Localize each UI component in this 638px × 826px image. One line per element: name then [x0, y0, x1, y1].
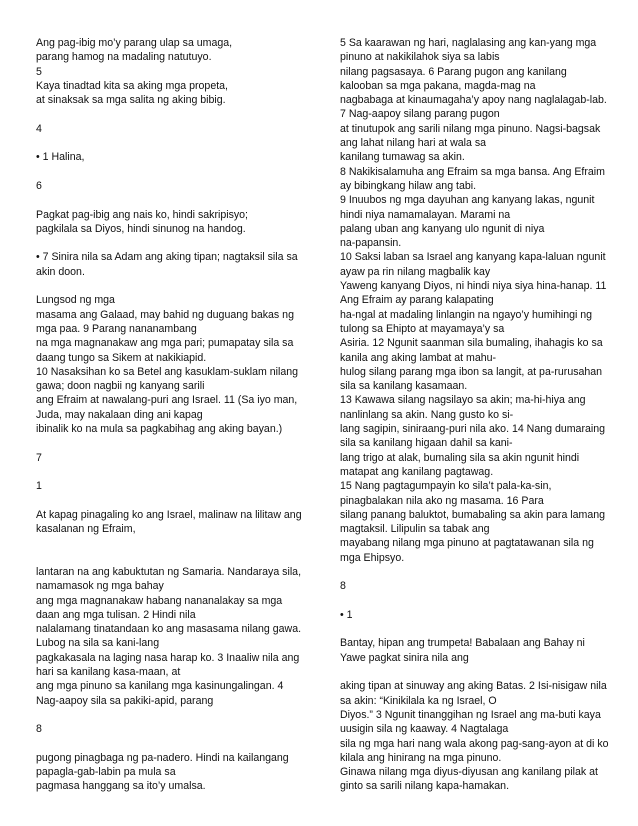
text-line: magtaksil. Lilipulin sa tabak ang	[340, 523, 490, 536]
text-line: pugong pinagbaga ng pa-nadero. Hindi na kailangang	[36, 751, 289, 764]
text-line: 4	[36, 122, 42, 135]
text-line: At kapag pinagaling ko ang Israel, malinaw na lilitaw ang	[36, 508, 302, 521]
text-line	[340, 594, 615, 608]
right-text-column	[340, 36, 615, 794]
text-line: 13 Kawawa silang nagsilayo sa akin; ma-hi-hiya ang	[340, 394, 586, 407]
text-line: at tinutupok ang sarili nilang mga pinuno. Nagsi-bagsak	[340, 122, 601, 135]
text-line	[36, 136, 306, 150]
text-line: 5	[36, 65, 42, 78]
text-line: ibinalik ko na mula sa pagkabihag ang aking bayan.)	[36, 423, 283, 436]
text-line: pagkakasala na laging nasa harap ko. 3 Inaaliw nila ang	[36, 651, 300, 664]
text-line: Juda, may nakalaan ding ani kapag	[36, 408, 203, 421]
text-line: masama ang Galaad, may bahid ng duguang bakas ng	[36, 308, 294, 321]
text-line	[36, 436, 306, 450]
text-line	[36, 708, 306, 722]
text-line: sila ng mga hari nang wala akong pag-sang-ayon at di ko	[340, 737, 609, 750]
text-line: kanila ang aking lambat at mahu-	[340, 351, 497, 364]
text-line: ha-ngal at madaling linlangin na ngayo’y humihingi ng	[340, 308, 593, 321]
text-line: nanlinlang sa akin. Nang gusto ko si-	[340, 408, 514, 421]
text-line	[340, 565, 615, 579]
text-line: palang uban ang kanyang ulo ngunit di niya	[340, 222, 545, 235]
text-line: Kaya tinadtad kita sa aking mga propeta,	[36, 79, 228, 92]
text-line	[36, 494, 306, 508]
text-line	[36, 737, 306, 751]
text-line: kasalanan ng Efraim,	[36, 523, 136, 536]
text-line: Pagkat pag-ibig ang nais ko, hindi sakripisyo;	[36, 208, 248, 221]
text-line: nagbabaga at kinaumagaha’y apoy nang naglalagab-lab.	[340, 94, 607, 107]
text-line: Ang Efraim ay parang kalapating	[340, 294, 494, 307]
text-line: sa akin: “Kinikilala ka ng Israel, O	[340, 694, 497, 707]
text-line: pagmasa hanggang sa ito’y umalsa.	[36, 780, 206, 793]
text-line: ang Efraim at nawalang-puri ang Israel. 11 (Sa iyo man,	[36, 394, 298, 407]
text-line: na mga magnanakaw ang mga pari; pumapatay sila sa	[36, 337, 294, 350]
text-line: ang lahat nilang hari at wala sa	[340, 137, 487, 150]
text-line: 8	[340, 580, 346, 593]
text-line: namamasok ng mga bahay	[36, 580, 164, 593]
text-line	[36, 551, 306, 565]
text-line: Ginawa nilang mga diyus-diyusan ang kanilang pilak at	[340, 766, 598, 779]
text-line	[36, 107, 306, 121]
text-line: Bantay, hipan ang trumpeta! Babalaan ang Bahay ni	[340, 637, 585, 650]
text-line: at sinaksak sa mga salita ng aking bibig.	[36, 94, 226, 107]
text-line: mayabang nilang mga pinuno at pagtatawanan sila ng	[340, 537, 594, 550]
text-line: aking tipan at sinuway ang aking Batas. 2 Isi-nisigaw nila	[340, 680, 607, 693]
text-line: pagkilala sa Diyos, hindi sinunog na handog.	[36, 222, 246, 235]
text-line	[340, 622, 615, 636]
text-line: kilala ang hinirang na mga pinuno.	[340, 751, 502, 764]
text-line: Ang pag-ibig mo’y parang ulap sa umaga,	[36, 37, 233, 49]
text-line: uusigin sila ng kaaway. 4 Nagtalaga	[340, 723, 509, 736]
text-line: lang sagipin, siniraang-puri nila ako. 14 Nang dumaraing	[340, 423, 606, 436]
text-line	[340, 665, 615, 679]
text-line: sila sa kanilang kasamaan.	[340, 380, 468, 393]
text-line	[36, 236, 306, 250]
text-line: nalalamang tinatandaan ko ang masasama nilang gawa.	[36, 623, 302, 636]
text-line: 5 Sa kaarawan ng hari, naglalasing ang kan-yang mga	[340, 37, 597, 49]
text-line: parang hamog na madaling natutuyo.	[36, 51, 212, 64]
text-line	[36, 165, 306, 179]
text-line: Diyos.” 3 Ngunit tinanggihan ng Israel ang ma-buti kaya	[340, 708, 601, 721]
text-line	[36, 279, 306, 293]
text-line: nilang pagsasaya. 6 Parang pugon ang kanilang	[340, 65, 567, 78]
text-line: ang mga magnanakaw habang nananalakay sa mga	[36, 594, 283, 607]
text-line: na-papansin.	[340, 237, 402, 250]
text-line: 6	[36, 179, 42, 192]
text-line: sila sa kanilang higaan dahil sa kani-	[340, 437, 513, 450]
text-line: ay bibingkang hilaw ang tabi.	[340, 179, 477, 192]
text-line: • 7 Sinira nila sa Adam ang aking tipan; nagtaksil sila sa	[36, 251, 298, 264]
text-line: Yawe pagkat sinira nila ang	[340, 651, 469, 664]
text-line: kalooban sa mga pakana, magda-mag na	[340, 79, 536, 92]
text-line: 8 Nakikisalamuha ang Efraim sa mga bansa. Ang Efraim	[340, 165, 605, 178]
text-line: • 1	[340, 608, 353, 621]
text-line: • 1 Halina,	[36, 151, 85, 164]
text-line: Yaweng kanyang Diyos, ni hindi niya siya hina-hanap. 11	[340, 280, 607, 293]
text-line	[36, 465, 306, 479]
text-line: 1	[36, 480, 42, 493]
text-line: 7	[36, 451, 42, 464]
text-line: 15 Nang pagtagumpayin ko sila’t pala-ka-sin,	[340, 480, 552, 493]
text-line: mga Ehipsyo.	[340, 551, 405, 564]
text-line: papagla-gab-labin pa mula sa	[36, 766, 176, 779]
text-line: mga paa. 9 Parang nananambang	[36, 322, 197, 335]
text-line: kanilang tumawag sa akin.	[340, 151, 465, 164]
text-line: daan ang mga tulisan. 2 Hindi nila	[36, 608, 196, 621]
text-line: Lungsod ng mga	[36, 294, 115, 307]
left-text-column	[36, 36, 306, 794]
text-line: hari sa kanilang kasa-maan, at	[36, 666, 181, 679]
text-line: 7 Nag-aapoy silang parang pugon	[340, 108, 500, 121]
text-line: Asiria. 12 Ngunit saanman sila bumaling, ihahagis ko sa	[340, 337, 603, 350]
text-line: ginto sa sarili nilang kapa-hamakan.	[340, 780, 510, 793]
text-line: 9 Inuubos ng mga dayuhan ang kanyang lakas, ngunit	[340, 194, 595, 207]
text-line: ang mga pinuno sa kanilang mga kasinungalingan. 4	[36, 680, 284, 693]
text-line	[36, 193, 306, 207]
text-line: silang panang baluktot, bumabaling sa akin para lamang	[340, 508, 606, 521]
text-line: hulog silang parang mga ibon sa langit, at pa-rurusahan	[340, 365, 603, 378]
text-line: ayaw pa rin nilang magbalik kay	[340, 265, 491, 278]
text-line: tulong sa Ehipto at mayamaya’y sa	[340, 322, 505, 335]
text-line: 8	[36, 723, 42, 736]
text-line: akin doon.	[36, 265, 85, 278]
text-line: lang trigo at alak, bumaling sila sa akin ngunit hindi	[340, 451, 580, 464]
text-line: 10 Saksi laban sa Israel ang kanyang kapa-laluan ngunit	[340, 251, 606, 264]
text-line: 10 Nasaksihan ko sa Betel ang kasuklam-suklam nilang	[36, 365, 299, 378]
text-line: lantaran na ang kabuktutan ng Samaria. Nandaraya sila,	[36, 565, 302, 578]
text-line	[36, 536, 306, 550]
text-line: matapat ang kanilang pagtawag.	[340, 465, 494, 478]
text-line: daang tungo sa Sikem at nakikiapid.	[36, 351, 207, 364]
text-line: Lubog na sila sa kani-lang	[36, 637, 160, 650]
text-line: gawa; doon nagbii ng kanyang sarili	[36, 380, 205, 393]
text-line: hindi niya namamalayan. Marami na	[340, 208, 511, 221]
text-line: pinuno at nakikilahok siya sa labis	[340, 51, 500, 64]
text-line: Nag-aapoy sila sa pakiki-apid, parang	[36, 694, 214, 707]
text-line: pinagbalakan nila ako ng masama. 16 Para	[340, 494, 544, 507]
